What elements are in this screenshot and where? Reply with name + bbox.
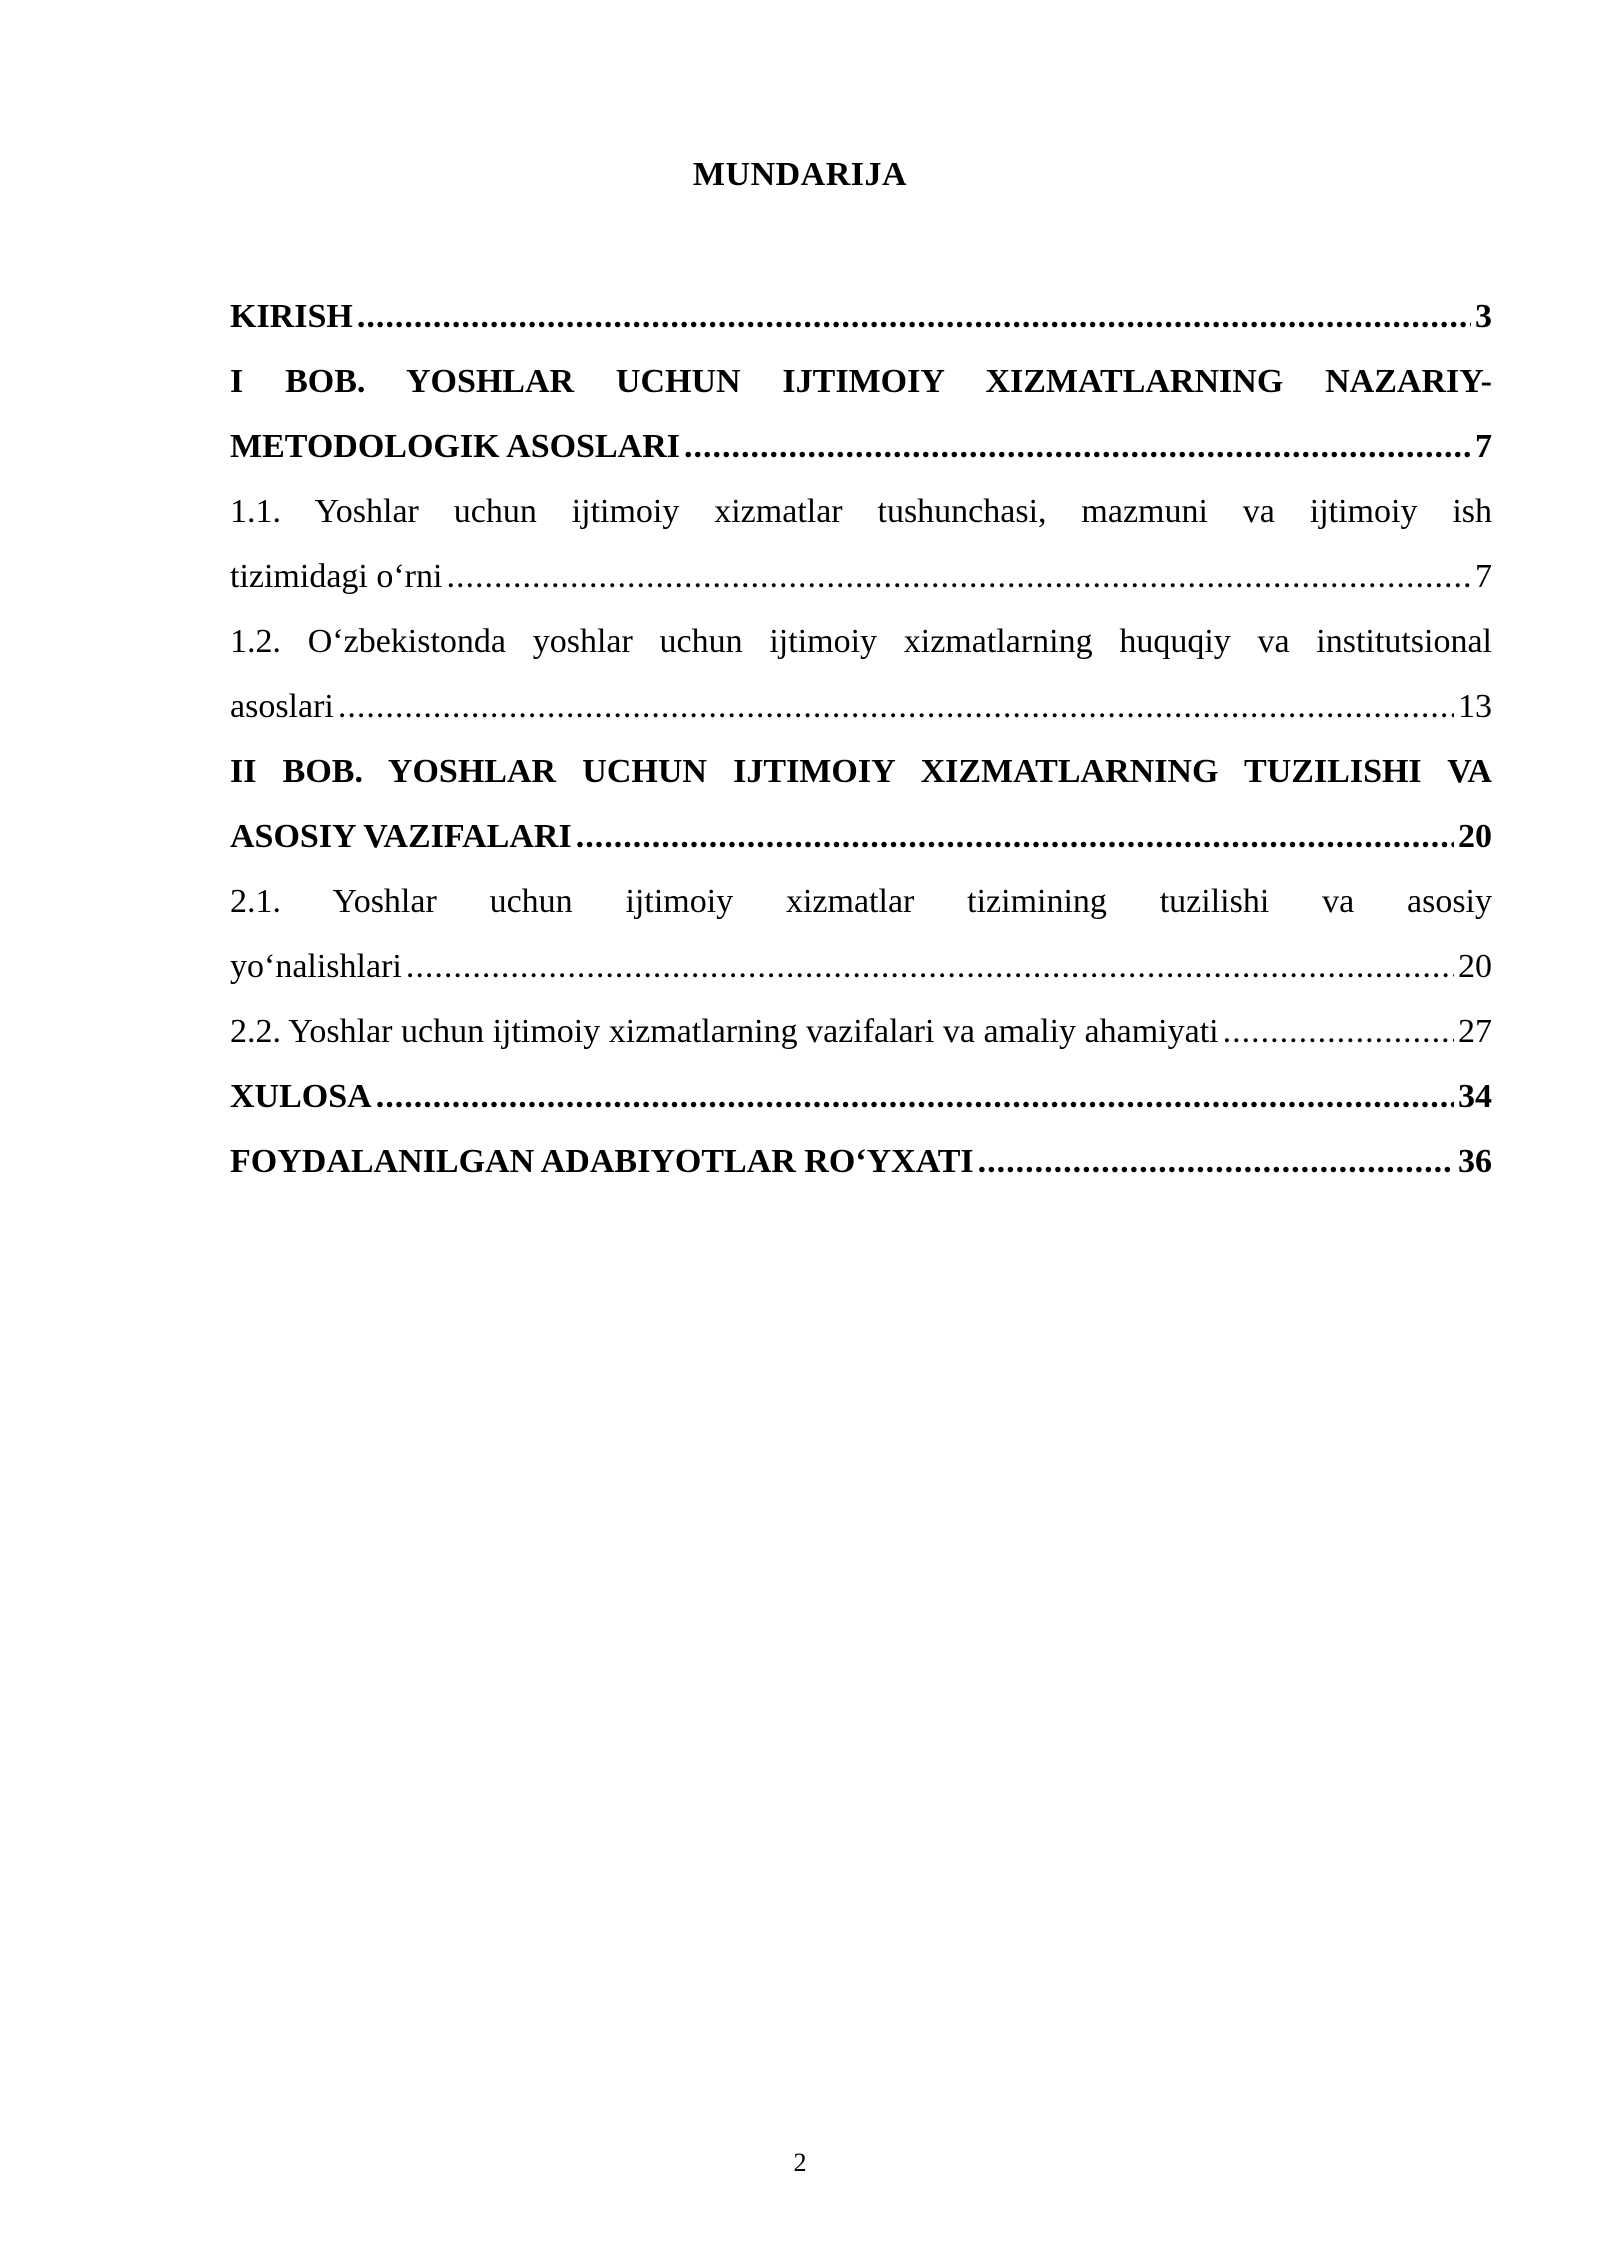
toc-entry-label: METODOLOGIK ASOSLARI (230, 428, 680, 465)
toc-entry-2-2[interactable] (230, 999, 1492, 1064)
dot-leader (978, 1129, 1454, 1194)
toc-entry-bob2-line1[interactable] (230, 739, 1492, 804)
toc-entry-1-2-line2[interactable] (230, 674, 1492, 739)
toc-page-number: 7 (1475, 558, 1492, 595)
toc-entry-xulosa[interactable] (230, 1064, 1492, 1129)
toc-entry-label: II BOB. YOSHLAR UCHUN IJTIMOIY XIZMATLARNING TUZILISHI VA (230, 753, 1492, 790)
toc-entry-label: 1.1. Yoshlar uchun ijtimoiy xizmatlar tushunchasi, mazmuni va ijtimoiy ish (230, 493, 1492, 530)
dot-leader (446, 544, 1471, 609)
dot-leader (338, 674, 1454, 739)
toc-entry-adabiyotlar[interactable] (230, 1129, 1492, 1194)
toc-entry-label: KIRISH (230, 298, 353, 335)
dot-leader (684, 414, 1471, 479)
toc-entry-label: FOYDALANILGAN ADABIYOTLAR RO‘YXATI (230, 1143, 974, 1180)
toc-entry-2-1-line2[interactable] (230, 934, 1492, 999)
toc-entry-2-1-line1[interactable] (230, 869, 1492, 934)
toc-page-number: 36 (1458, 1143, 1492, 1180)
toc-entry-label: 2.1. Yoshlar uchun ijtimoiy xizmatlar tizimining tuzilishi va asosiy (230, 883, 1492, 920)
toc-entry-bob1-line1[interactable] (230, 349, 1492, 414)
toc-page-number: 34 (1458, 1078, 1492, 1115)
toc-page-number: 20 (1458, 948, 1492, 985)
table-of-contents (230, 284, 1492, 1194)
page-title: MUNDARIJA (692, 156, 908, 193)
toc-page-number: 20 (1458, 818, 1492, 855)
dot-leader (376, 1064, 1454, 1129)
toc-entry-bob1-line2[interactable] (230, 414, 1492, 479)
toc-entry-label: I BOB. YOSHLAR UCHUN IJTIMOIY XIZMATLARNING NAZARIY- (230, 363, 1492, 400)
toc-entry-1-2-line1[interactable] (230, 609, 1492, 674)
toc-entry-label: 2.2. Yoshlar uchun ijtimoiy xizmatlarning vazifalari va amaliy ahamiyati (230, 1013, 1219, 1050)
toc-entry-label: tizimidagi o‘rni (230, 558, 443, 595)
toc-page-number: 3 (1475, 298, 1492, 335)
toc-entry-kirish[interactable] (230, 284, 1492, 349)
dot-leader (1223, 999, 1454, 1064)
page-number: 2 (793, 2148, 807, 2177)
dot-leader (576, 804, 1454, 869)
toc-entry-bob2-line2[interactable] (230, 804, 1492, 869)
toc-entry-1-1-line2[interactable] (230, 544, 1492, 609)
toc-page-number: 13 (1458, 688, 1492, 725)
toc-entry-label: yo‘nalishlari (230, 948, 402, 985)
dot-leader (406, 934, 1454, 999)
toc-entry-label: asoslari (230, 688, 334, 725)
toc-entry-1-1-line1[interactable] (230, 479, 1492, 544)
dot-leader (357, 284, 1471, 349)
toc-entry-label: XULOSA (230, 1078, 372, 1115)
toc-page-number: 27 (1458, 1013, 1492, 1050)
toc-entry-label: 1.2. O‘zbekistonda yoshlar uchun ijtimoiy xizmatlarning huquqiy va institutsional (230, 623, 1492, 660)
toc-entry-label: ASOSIY VAZIFALARI (230, 818, 572, 855)
toc-page-number: 7 (1475, 428, 1492, 465)
